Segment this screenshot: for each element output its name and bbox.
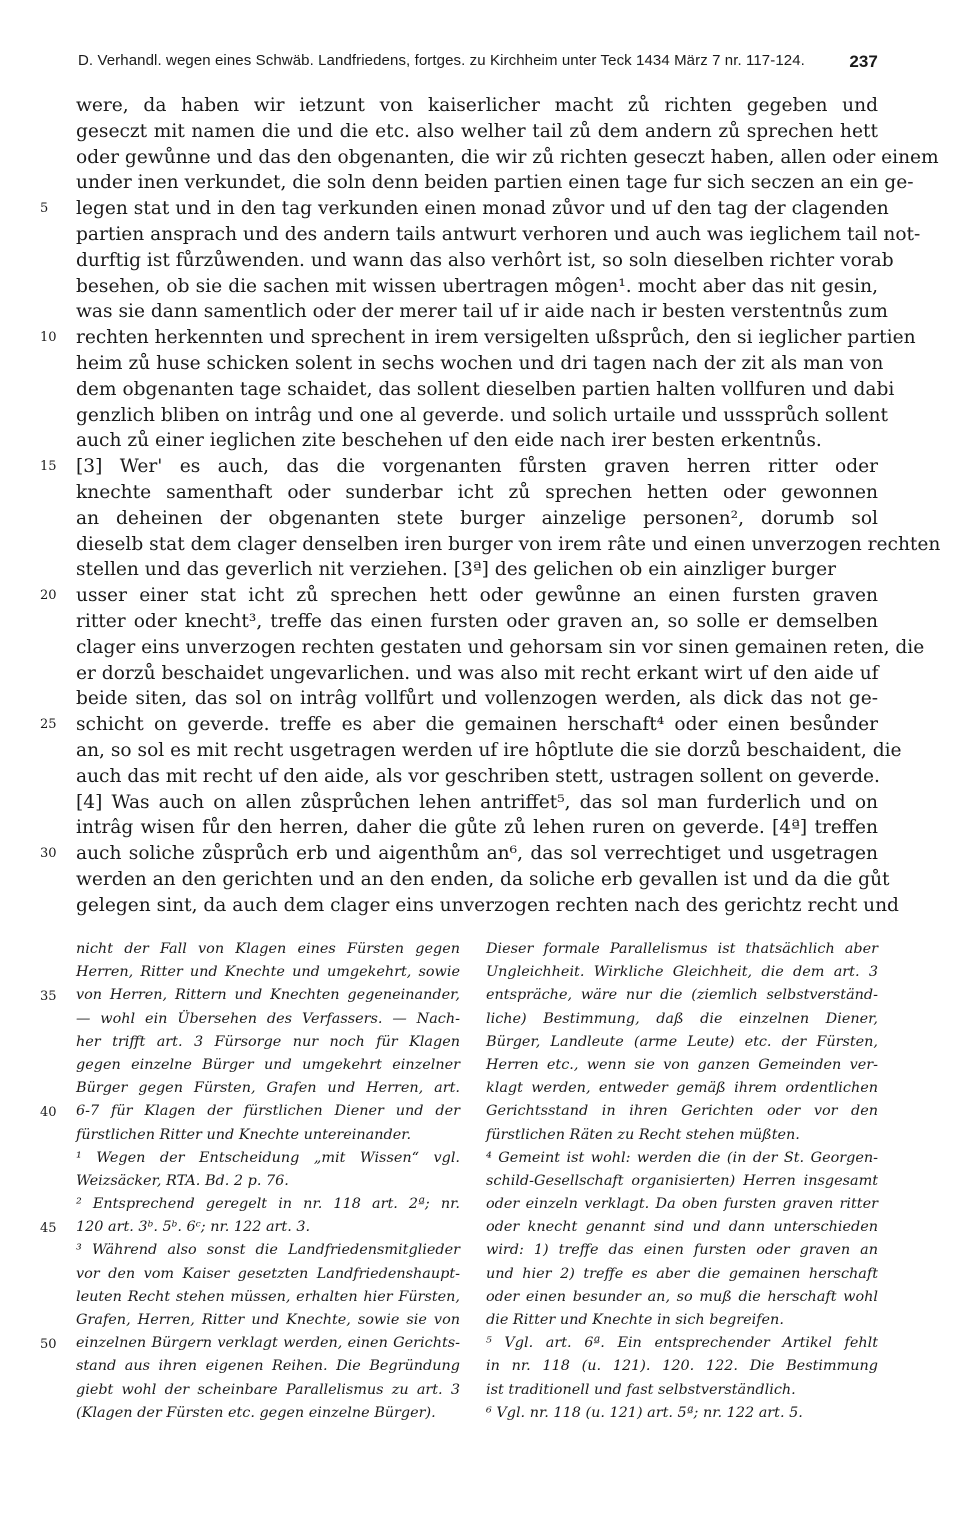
footnote-line: klagt werden, entweder gemäß ihrem ordentlichen <box>486 1080 878 1097</box>
text-line: an, so sol es mit recht usgetragen werden uf ire hôptlute die sie dorzů beschaident, die <box>76 739 902 761</box>
footnote-line: Gerichtsstand in ihren Gerichten oder vor den <box>486 1103 878 1120</box>
text-line: gelegen sint, da auch dem clager eins unverzogen rechten nach des gerichtz recht und <box>76 894 899 916</box>
footnote-line: ² Entsprechend geregelt in nr. 118 art. 2ª; nr. <box>76 1196 460 1213</box>
footnote-line: her trifft art. 3 Fürsorge nur noch für Klagen <box>76 1033 460 1050</box>
footnotes-right-column <box>486 938 878 1425</box>
footnote-line: Ungleichheit. Wirkliche Gleichheit, die dem art. 3 <box>486 964 878 981</box>
running-title: D. Verhandl. wegen eines Schwäb. Landfriedens, fortges. zu Kirchheim unter Teck 1434 März 7 nr. 117-124. <box>78 52 805 69</box>
line-number: 10 <box>40 330 57 346</box>
text-line: auch zů einer ieglichen zite beschehen uf den eide nach irer besten erkentnůs. <box>76 430 822 452</box>
text-line: dem obgenanten tage schaidet, das sollent dieselben partien halten vollfuren und dabi <box>76 378 895 400</box>
line-number: 50 <box>40 1337 57 1353</box>
footnote-line: (Klagen der Fürsten etc. gegen einzelne Bürger). <box>76 1404 436 1421</box>
footnote-line: Herren, Ritter und Knechte und umgekehrt, sowie <box>76 964 460 981</box>
text-line: er dorzů beschaidet ungevarlichen. und was also mit recht erkant wirt uf den aide uf <box>76 662 879 684</box>
text-line: stellen und das geverlich nit verziehen. [3ª] des gelichen ob ein ainzliger burger <box>76 559 837 581</box>
text-line: were, da haben wir ietzunt von kaiserlicher macht zů richten gegeben und <box>76 95 878 116</box>
text-line: under inen verkundet, die soln denn beiden partien einen tage fur sich seczen an ein ge- <box>76 172 914 194</box>
footnote-line: oder knecht genannt sind und dann unterschieden <box>486 1219 878 1236</box>
footnote-line: wird: 1) treffe das einen fursten oder graven an <box>486 1242 878 1259</box>
text-line: werden an den gerichten und an den enden, da soliche erb gevallen ist und da die gůt <box>76 868 890 890</box>
footnote-line: oder einzeln verklagt. Da oben fursten graven ritter <box>486 1196 878 1213</box>
text-line: [4] Was auch on allen zůsprůchen lehen antriffet⁵, das sol man furderlich und on <box>76 791 878 813</box>
page-number: 237 <box>849 52 878 71</box>
footnote-line: stand aus ihren eigenen Reihen. Die Begründung <box>76 1358 460 1375</box>
footnote-line: — wohl ein Übersehen des Verfassers. — Nach- <box>76 1010 460 1027</box>
line-number: 20 <box>40 588 57 604</box>
footnotes-left-column <box>76 938 460 1425</box>
text-line: beide siten, das sol on intrâg vollfůrt und vollenzogen werden, als dick das not ge- <box>76 688 878 710</box>
footnote-line: Dieser formale Parallelismus ist thatsächlich aber <box>486 941 878 957</box>
running-header <box>78 52 878 74</box>
footnote-line: ¹ Wegen der Entscheidung „mit Wissen“ vgl. <box>76 1149 460 1166</box>
text-line: was sie dann samentlich oder der merer tail uf ir aide nach ir besten verstentnůs zum <box>76 301 888 323</box>
text-line: legen stat und in den tag verkunden einen monad zůvor und uf den tag der clagenden <box>76 198 889 220</box>
line-number: 5 <box>40 201 49 217</box>
text-line: an deheinen der obgenanten stete burger ainzelige personen², dorumb sol <box>76 507 878 529</box>
text-line: knechte samenthaft oder sunderbar icht zů sprechen hetten oder gewonnen <box>76 481 878 503</box>
text-line: heim zů huse schicken solent in sechs wochen und dri tagen nach der zit als man von <box>76 352 884 374</box>
footnote-line: ⁵ Vgl. art. 6ª. Ein entsprechender Artikel fehlt <box>486 1335 878 1352</box>
text-line: partien ansprach und des andern tails antwurt verhoren und auch was ieglichem tail not- <box>76 223 921 245</box>
footnote-line: Grafen, Herren, Ritter und Knechte, sowie sie von <box>76 1312 460 1328</box>
text-line: [3] Wer' es auch, das die vorgenanten fůrsten graven herren ritter oder <box>76 456 878 478</box>
text-line: rechten herkennten und sprechent in irem versigelten ußsprůch, den si ieglicher partien <box>76 327 916 349</box>
footnote-line: ³ Während also sonst die Landfriedensmitglieder <box>76 1242 460 1259</box>
line-number: 35 <box>40 989 57 1005</box>
line-number: 25 <box>40 717 57 733</box>
footnote-line: ⁶ Vgl. nr. 118 (u. 121) art. 5ª; nr. 122 art. 5. <box>486 1404 803 1421</box>
footnote-line: fürstlichen Ritter und Knechte untereinander. <box>76 1126 412 1143</box>
text-line: schicht on geverde. treffe es aber die gemainen herschaft⁴ oder einen besůnder <box>76 714 878 736</box>
footnote-line: oder einen besunder an, so muß die herschaft wohl <box>486 1288 878 1305</box>
footnote-line: die Ritter und Knechte in sich begreifen. <box>486 1312 784 1328</box>
footnote-line: Weizsäcker, RTA. Bd. 2 p. 76. <box>76 1172 289 1189</box>
text-line: clager eins unverzogen rechten gestaten und gehorsam sin vor sinen gemainen reten, die <box>76 636 925 658</box>
footnote-line: ⁴ Gemeint ist wohl: werden die (in der St. Georgen- <box>486 1149 878 1166</box>
text-line: durftig ist fůrzůwenden. und wann das also verhôrt ist, so soln dieselben richter vorab <box>76 249 894 271</box>
footnote-line: ist traditionell und fast selbstverständlich. <box>486 1381 796 1398</box>
footnote-line: liche) Bestimmung, daß die einzelnen Diener, <box>486 1010 878 1027</box>
footnote-line: schild-Gesellschaft organisierten) Herren insgesamt <box>486 1172 878 1189</box>
main-text <box>76 93 941 919</box>
footnote-line: nicht der Fall von Klagen eines Fürsten gegen <box>76 941 460 957</box>
text-line: intrâg wisen fůr den herren, daher die gůte zů lehen ruren on geverde. [4ª] treffen <box>76 817 878 839</box>
line-number: 45 <box>40 1221 57 1237</box>
footnote-line: Bürger gegen Fürsten, Grafen und Herren, art. <box>76 1080 460 1097</box>
footnote-line: einzelnen Bürgern verklagt werden, einen Gerichts- <box>76 1335 460 1352</box>
text-line: ritter oder knecht³, treffe das einen fursten oder graven an, so solle er demselben <box>76 610 878 632</box>
text-line: usser einer stat icht zů sprechen hett oder gewůnne an einen fursten graven <box>76 585 878 607</box>
footnote-line: Herren etc., wenn sie von ganzen Gemeinden ver- <box>486 1056 878 1073</box>
footnote-line: und hier 2) treffe es aber die gemainen herschaft <box>486 1265 878 1282</box>
footnote-line: leuten Recht stehen müssen, erhalten hier Fürsten, <box>76 1288 460 1305</box>
footnote-line: vor den vom Kaiser gesetzten Landfriedenshaupt- <box>76 1265 460 1282</box>
footnote-line: gegen einzelne Bürger und umgekehrt einzelner <box>76 1056 460 1073</box>
text-line: auch soliche zůsprůch erb und aigenthům an⁶, das sol verrechtiget und usgetragen <box>76 843 878 865</box>
line-number: 15 <box>40 459 57 475</box>
footnote-line: 6-7 für Klagen der fürstlichen Diener und der <box>76 1103 460 1120</box>
text-line: geseczt mit namen die und die etc. also welher tail zů dem andern zů sprechen hett <box>76 120 878 142</box>
text-line: auch das mit recht uf den aide, als vor geschriben stett, ustragen sollent on geverde. <box>76 765 880 787</box>
footnote-line: giebt wohl der scheinbare Parallelismus zu art. 3 <box>76 1381 460 1398</box>
text-line: oder gewůnne und das den obgenanten, die wir zů richten geseczt haben, allen oder einem <box>76 146 939 168</box>
text-line: dieselb stat dem clager denselben iren burger von irem râte und einen unverzogen rechten <box>76 533 941 555</box>
footnote-line: 120 art. 3ᵇ. 5ᵇ. 6ᶜ; nr. 122 art. 3. <box>76 1219 311 1236</box>
line-number: 30 <box>40 846 57 862</box>
footnote-line: von Herren, Rittern und Knechten gegeneinander, <box>76 987 460 1004</box>
text-line: genzlich bliben on intrâg und one al geverde. und solich urtaile und usssprůch sollent <box>76 404 888 426</box>
line-number: 40 <box>40 1105 57 1121</box>
text-line: besehen, ob sie die sachen mit wissen ubertragen môgen¹. mocht aber das nit gesin, <box>76 275 878 297</box>
footnote-line: fürstlichen Räten zu Recht stehen müßten. <box>486 1126 800 1143</box>
footnote-line: Bürger, Landleute (arme Leute) etc. der Fürsten, <box>486 1033 878 1050</box>
footnote-line: in nr. 118 (u. 121). 120. 122. Die Bestimmung <box>486 1358 878 1375</box>
footnote-line: entspräche, wäre nur die (ziemlich selbstverständ- <box>486 987 878 1004</box>
